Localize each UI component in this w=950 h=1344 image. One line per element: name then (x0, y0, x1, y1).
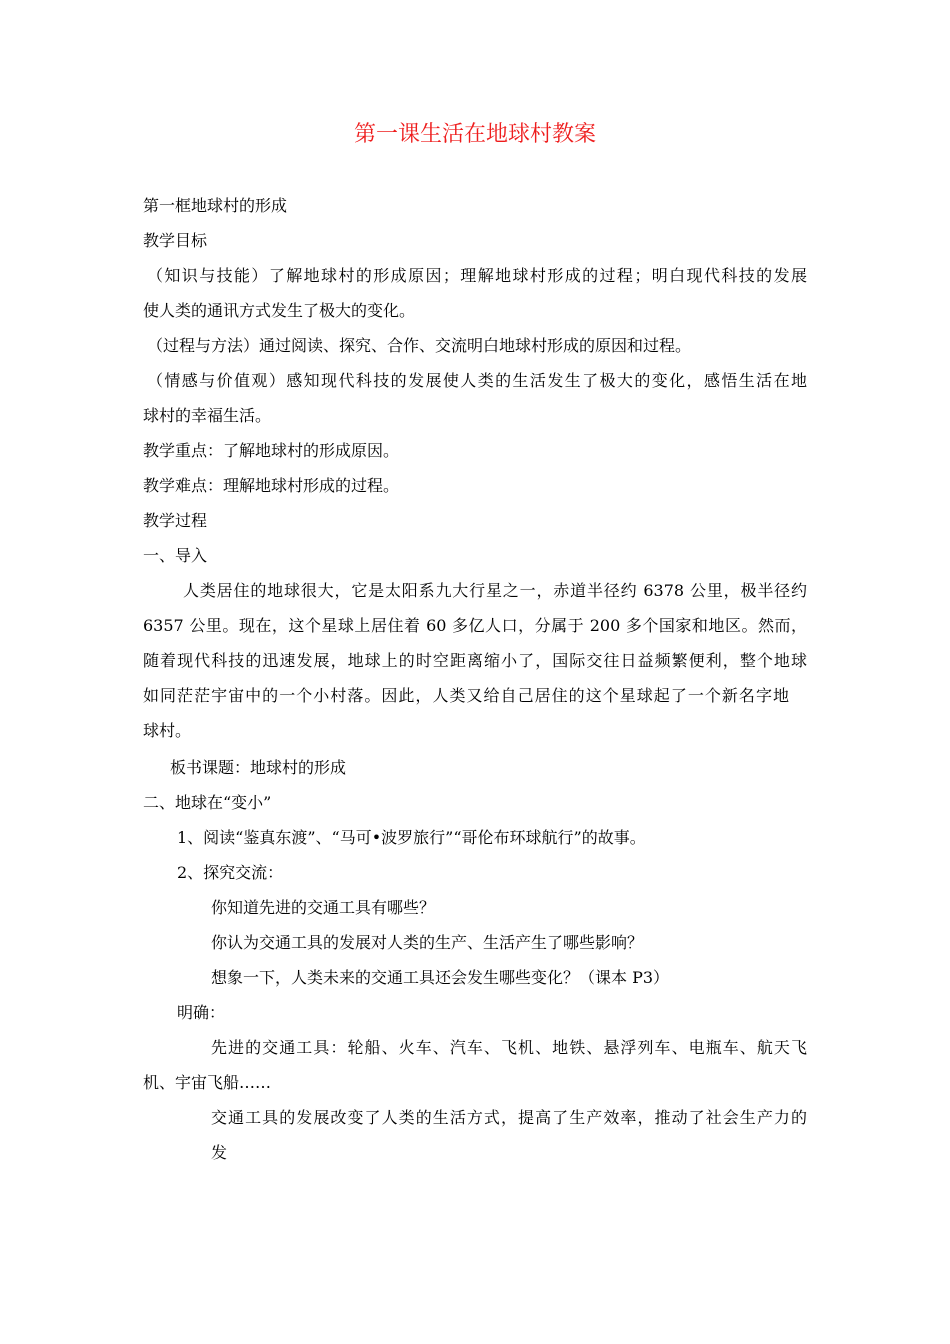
paragraph-line: 交通工具的发展改变了人类的生活方式，提高了生产效率，推动了社会生产力的 (211, 1108, 807, 1127)
question-line: 想象一下，人类未来的交通工具还会发生哪些变化？（课本 P3） (211, 968, 670, 987)
paragraph-line: 先进的交通工具：轮船、火车、汽车、飞机、地铁、悬浮列车、电瓶车、航天飞 (211, 1038, 807, 1057)
difficult-point: 教学难点：理解地球村形成的过程。 (143, 476, 400, 495)
subheading-process: 教学过程 (143, 511, 208, 530)
question-line: 你认为交通工具的发展对人类的生产、生活产生了哪些影响？ (211, 933, 644, 952)
paragraph-line: 6357 公里。现在，这个星球上居住着 60 多亿人口，分属于 200 多个国家和地区。然而， (143, 616, 807, 635)
key-point: 教学重点：了解地球村的形成原因。 (143, 441, 400, 460)
clarify-label: 明确： (177, 1003, 226, 1022)
subheading-intro: 一、导入 (143, 546, 208, 565)
paragraph-line: 机、宇宙飞船…… (143, 1073, 272, 1092)
subheading-earth-shrinking: 二、地球在“变小” (143, 793, 272, 812)
paragraph-line: 人类居住的地球很大，它是太阳系九大行星之一，赤道半径约 6378 公里，极半径约 (183, 581, 807, 600)
paragraph-line: （知识与技能）了解地球村的形成原因；理解地球村形成的过程；明白现代科技的发展 (147, 266, 807, 285)
paragraph-line: （情感与价值观）感知现代科技的发展使人类的生活发生了极大的变化，感悟生活在地 (147, 371, 807, 390)
board-topic: 板书课题：地球村的形成 (170, 758, 347, 777)
paragraph-line: 随着现代科技的迅速发展，地球上的时空距离缩小了，国际交往日益频繁便利，整个地球 (143, 651, 807, 670)
document-title: 第一课生活在地球村教案 (353, 122, 596, 147)
list-item: 2、探究交流： (177, 863, 284, 882)
paragraph-line: 球村的幸福生活。 (143, 406, 272, 425)
list-item: 1、阅读“鉴真东渡”、“马可•波罗旅行”“哥伦布环球航行”的故事。 (177, 828, 646, 847)
paragraph-line: （过程与方法）通过阅读、探究、合作、交流明白地球村形成的原因和过程。 (147, 336, 692, 355)
question-line: 你知道先进的交通工具有哪些？ (211, 898, 436, 917)
paragraph-line: 发 (211, 1143, 228, 1162)
section-heading: 第一框地球村的形成 (143, 196, 288, 215)
paragraph-line: 使人类的通讯方式发生了极大的变化。 (143, 301, 416, 320)
paragraph-line: 球村。 (143, 721, 192, 740)
paragraph-line: 如同茫茫宇宙中的一个小村落。因此，人类又给自己居住的这个星球起了一个新名字地 (143, 686, 789, 705)
subheading-objectives: 教学目标 (143, 231, 208, 250)
